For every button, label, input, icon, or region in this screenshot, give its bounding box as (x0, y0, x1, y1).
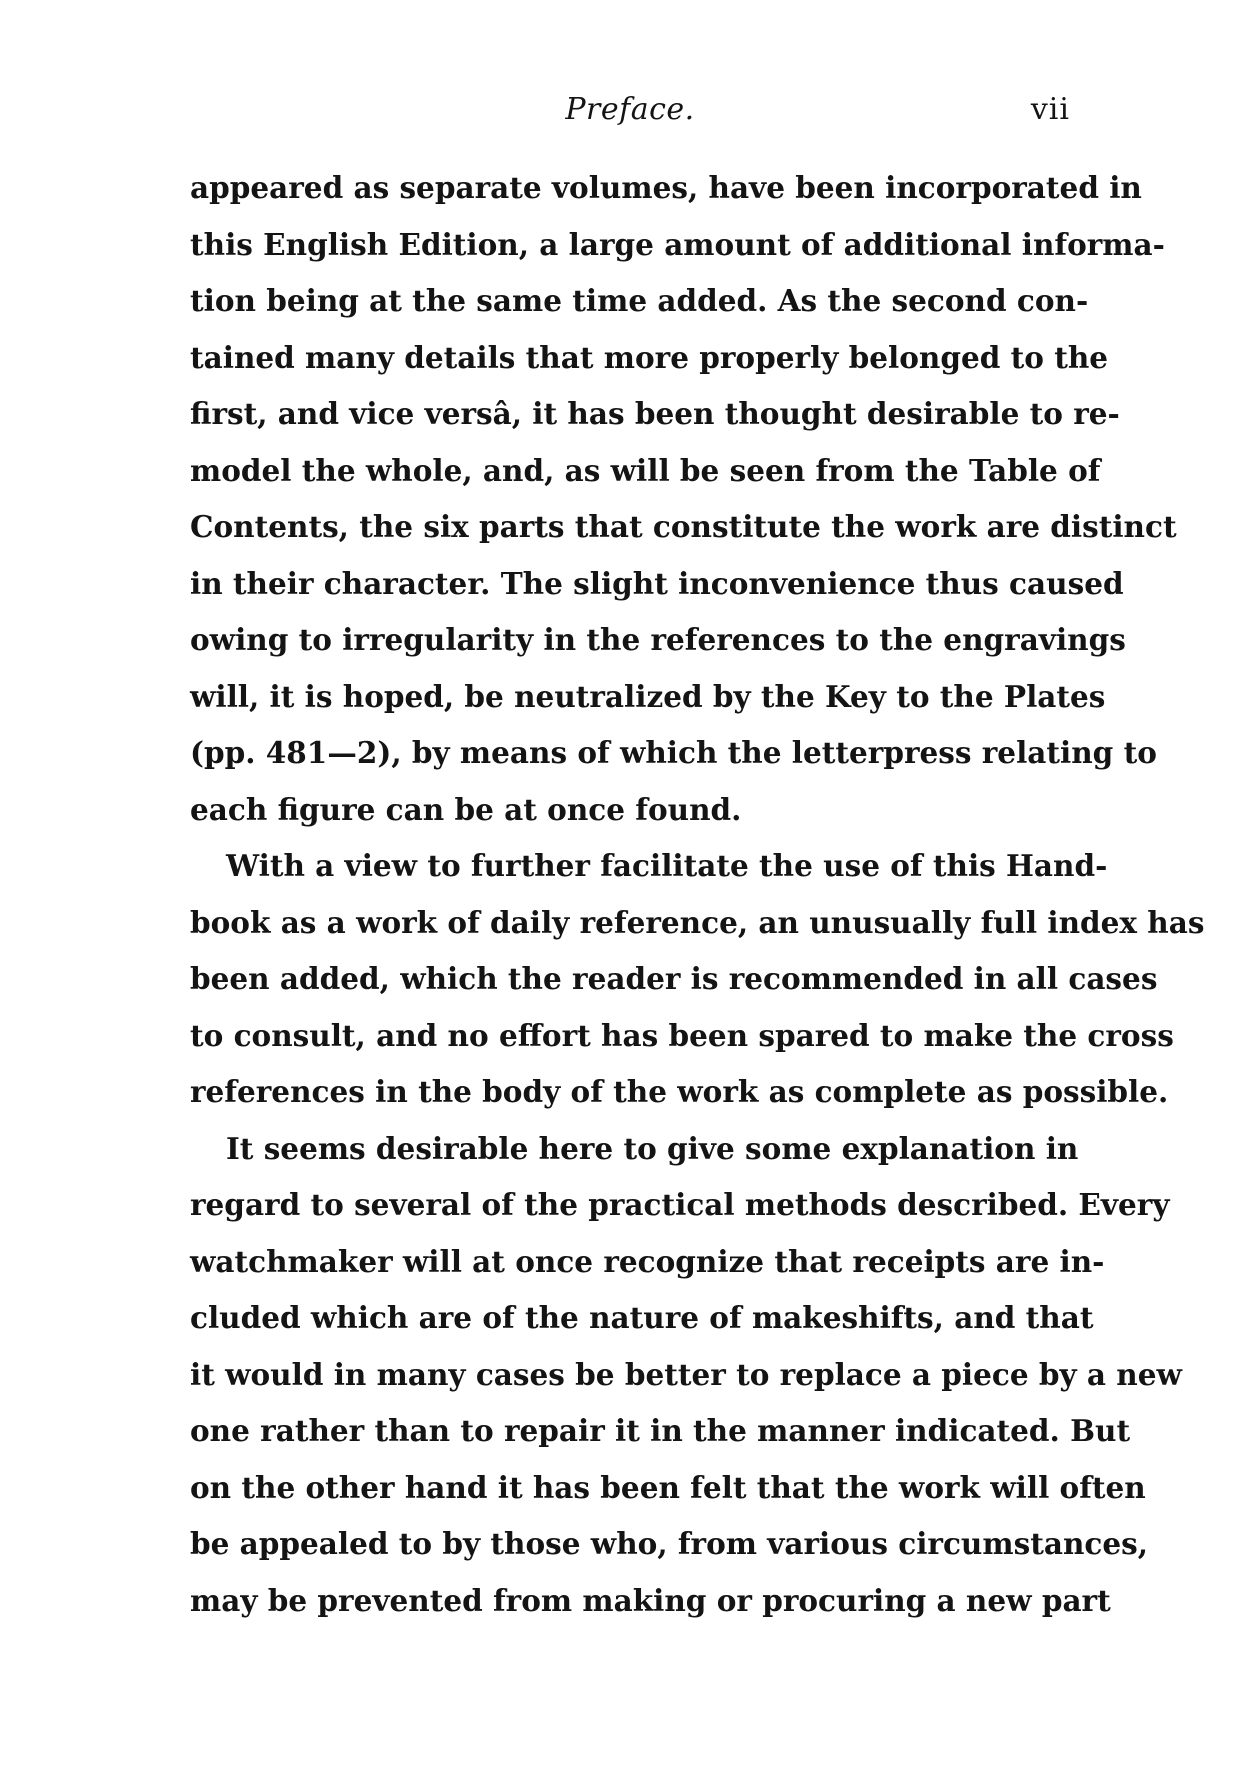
text-line: regard to several of the practical methods described. Every (190, 1187, 1170, 1222)
text-line: Contents, the six parts that constitute the work are distinct (190, 509, 1177, 544)
text-line: been added, which the reader is recommended in all cases (190, 961, 1158, 996)
body-text (190, 160, 1205, 1629)
text-line: one rather than to repair it in the manner indicated. But (190, 1413, 1131, 1448)
page-number: vii (1030, 92, 1070, 127)
text-line: first, and vice versâ, it has been thought desirable to re- (190, 396, 1120, 431)
text-line: to consult, and no effort has been spared to make the cross (190, 1017, 1174, 1053)
text-line: each figure can be at once found. (190, 791, 742, 827)
text-line: model the whole, and, as will be seen from the Table of (190, 452, 1101, 488)
text-line: book as a work of daily reference, an unusually full index has (190, 904, 1205, 940)
text-line: references in the body of the work as complete as possible. (190, 1074, 1169, 1109)
text-line: (pp. 481—2), by means of which the letterpress relating to (190, 735, 1157, 770)
text-line: in their character. The slight inconvenience thus caused (190, 565, 1124, 601)
paragraph (190, 160, 1177, 838)
text-line: tained many details that more properly belonged to the (190, 339, 1109, 375)
text-line: on the other hand it has been felt that the work will often (190, 1469, 1146, 1505)
paragraph (190, 838, 1205, 1121)
text-line: appeared as separate volumes, have been incorporated in (190, 170, 1142, 205)
text-line: tion being at the same time added. As the second con- (190, 283, 1089, 318)
text-line: will, it is hoped, be neutralized by the Key to the Plates (190, 678, 1106, 714)
text-line: owing to irregularity in the references to the engravings (190, 622, 1126, 657)
text-line: It seems desirable here to give some explanation in (226, 1130, 1079, 1166)
running-head (190, 92, 1070, 132)
paragraph (190, 1121, 1182, 1630)
text-line: cluded which are of the nature of makeshifts, and that (190, 1300, 1094, 1335)
text-line: this English Edition, a large amount of additional informa- (190, 226, 1165, 262)
text-line: may be prevented from making or procuring a new part (190, 1582, 1111, 1618)
text-line: it would in many cases be better to replace a piece by a new (190, 1356, 1182, 1392)
running-title: Preface. (565, 92, 695, 127)
text-line: watchmaker will at once recognize that receipts are in- (190, 1243, 1105, 1279)
text-line: With a view to further facilitate the use of this Hand- (226, 848, 1108, 883)
text-line: be appealed to by those who, from various circumstances, (190, 1526, 1149, 1561)
